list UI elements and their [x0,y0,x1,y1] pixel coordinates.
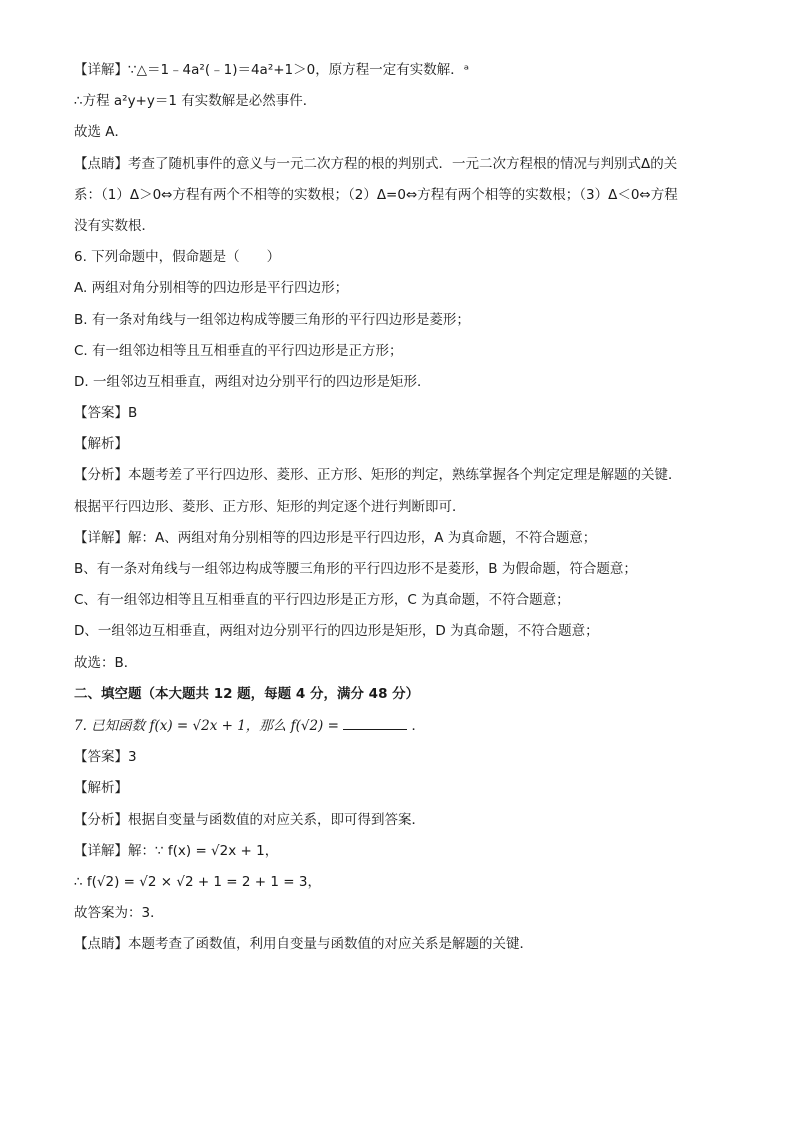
section-two-heading: 二、填空题（本大题共 12 题，每题 4 分，满分 48 分） [74,685,420,702]
comment-line-2: 系：（1）Δ＞0⇔方程有两个不相等的实数根；（2）Δ=0⇔方程有两个相等的实数根；（3）Δ＜0⇔方程 [74,186,678,203]
question-6-detail-d: D、一组邻边互相垂直，两组对边分别平行的四边形是矩形，D 为真命题，不符合题意； [74,623,599,640]
question-6-option-b: B. 有一条对角线与一组邻边构成等腰三角形的平行四边形是菱形； [74,311,470,328]
document-page [74,60,734,965]
question-7-detail-1: 【详解】解：∵ f(x) = √2x + 1， [74,842,279,859]
question-7-stem-text: 7. 已知函数 f(x) = √2x + 1，那么 f(√2) = [74,717,339,734]
question-6-option-c: C. 有一组邻边相等且互相垂直的平行四边形是正方形； [74,342,403,359]
question-7-stem-end: ． [411,717,425,734]
question-7-answer-blank [343,715,407,730]
question-6-detail-c: C、有一组邻边相等且互相垂直的平行四边形是正方形，C 为真命题，不符合题意； [74,592,570,609]
answer-choice-line: 故选 A． [74,124,129,141]
question-7-detail-2: ∴ f(√2) = √2 × √2 + 1 = 2 + 1 = 3， [74,873,321,890]
question-7-comment: 【点睛】本题考查了函数值，利用自变量与函数值的对应关系是解题的关键． [74,936,533,953]
question-6-analysis-line-1: 【分析】本题考差了平行四边形、菱形、正方形、矩形的判定，熟练掌握各个判定定理是解题的关键． [74,467,682,484]
question-7-analysis: 【分析】根据自变量与函数值的对应关系，即可得到答案． [74,811,425,828]
question-6-option-d: D. 一组邻边互相垂直，两组对边分别平行的四边形是矩形． [74,373,431,390]
solution-detail-line: 【详解】∵△＝1﹣4a²(﹣1)＝4a²+1＞0，原方程一定有实数解．ᵃ [74,62,470,78]
question-6-final-choice: 故选：B． [74,654,138,671]
question-6-answer: 【答案】B [74,405,138,422]
question-7-final-answer: 故答案为：3． [74,905,164,922]
solution-conclusion-line: ∴方程 a²y+y＝1 有实数解是必然事件． [74,93,317,110]
question-6-option-a: A. 两组对角分别相等的四边形是平行四边形； [74,280,349,297]
question-6-detail-b: B、有一条对角线与一组邻边构成等腰三角形的平行四边形不是菱形，B 为假命题，符合题意； [74,561,637,577]
question-6-analysis-line-2: 根据平行四边形、菱形、正方形、矩形的判定逐个进行判断即可． [74,498,466,515]
question-6-analysis-heading: 【解析】 [74,436,128,453]
question-7-stem [74,715,734,736]
comment-line-1: 【点睛】考查了随机事件的意义与一元二次方程的根的判别式．一元二次方程根的情况与判别式Δ的关 [74,155,678,172]
question-6-stem: 6. 下列命题中，假命题是（ ） [74,249,281,266]
question-6-detail-a: 【详解】解：A、两组对角分别相等的四边形是平行四边形，A 为真命题，不符合题意； [74,529,597,546]
question-7-analysis-heading: 【解析】 [74,780,128,797]
question-7-answer: 【答案】3 [74,749,137,766]
comment-line-3: 没有实数根． [74,217,155,234]
